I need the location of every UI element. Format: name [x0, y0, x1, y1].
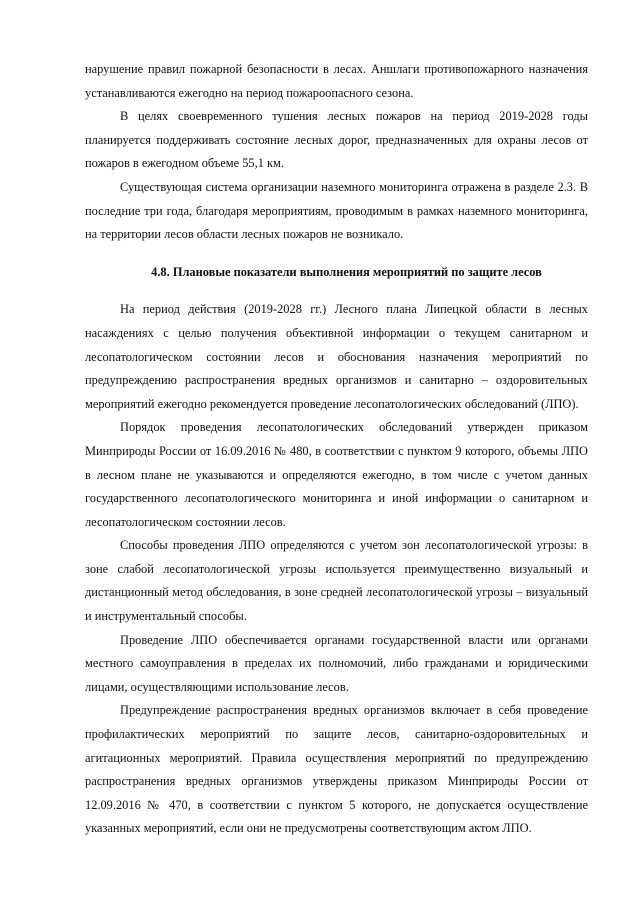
paragraph-lpo-responsibility: Проведение ЛПО обеспечивается органами государственной власти или органами местного самоуправления в пределах их полномочий, либо гражданами и юридическими лицами, осуществляющими использование лесов.	[85, 632, 588, 694]
paragraph-pest-prevention: Предупреждение распространения вредных организмов включает в себя проведение профилактических мероприятий по защите лесов, санитарно-оздоровительных и агитационных мероприятий. Правила осуществления мероприятий по предупреждению распространения вредных организмов утверждены приказом Минприроды России от 12.09.2016 № 470, в соответствии с пунктом 5 которого, не допускается осуществление указанных мероприятий, если они не предусмотрены соответствующим актом ЛПО.	[85, 703, 588, 836]
paragraph-ground-monitoring: Существующая система организации наземного мониторинга отражена в разделе 2.3. В последние три года, благодаря мероприятиям, проводимым в рамках наземного мониторинга, на территории лесов области лесных пожаров не возникало.	[85, 179, 588, 242]
paragraph-fire-signs: нарушение правил пожарной безопасности в лесах. Аншлаги противопожарного назначения устанавливаются ежегодно на период пожароопасного сезона.	[85, 62, 588, 100]
paragraph-lpo-methods: Способы проведения ЛПО определяются с учетом зон лесопатологической угрозы: в зоне слабой лесопатологической угрозы используется преимущественно визуальный и дистанционный метод обследования, в зоне средней лесопатологической угрозы – визуальный и инструментальный способы.	[85, 538, 588, 624]
paragraph-lpo-procedure: Порядок проведения лесопатологических обследований утвержден приказом Минприроды России от 16.09.2016 № 480, в соответствии с пунктом 9 которого, объемы ЛПО в лесном плане не указываются и определяются ежегодно, в том числе с учетом данных государственного лесопатологического мониторинга и иной информации о санитарном и лесопатологическом состоянии лесов.	[85, 420, 588, 529]
document-page	[85, 58, 588, 841]
paragraph-forest-roads: В целях своевременного тушения лесных пожаров на период 2019-2028 годы планируется поддерживать состояние лесных дорог, предназначенных для охраны лесов от пожаров в ежегодном объеме 55,1 км.	[85, 109, 588, 171]
section-heading: 4.8. Плановые показатели выполнения мероприятий по защите лесов	[151, 264, 542, 279]
paragraph-lpo-recommendation: На период действия (2019-2028 гг.) Лесного плана Липецкой области в лесных насаждениях с целью получения объективной информации о текущем санитарном и лесопатологическом состоянии лесов и обоснования назначения мероприятий по предупреждению распространения вредных организмов и санитарно – оздоровительных мероприятий ежегодно рекомендуется проведение лесопатологических обследований (ЛПО).	[85, 302, 588, 411]
